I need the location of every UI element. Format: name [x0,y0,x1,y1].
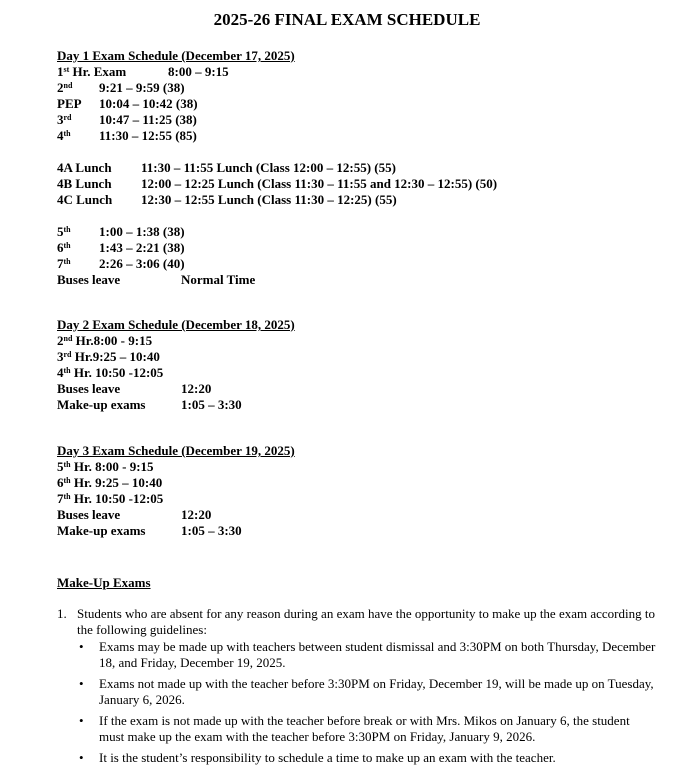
ordinal-suffix: rd [63,350,72,359]
ordinal-suffix: nd [63,81,73,90]
day2-heading: Day 2 Exam Schedule (December 18, 2025) [57,317,295,332]
buses-label: Buses leave [57,507,121,522]
ordinal-suffix: th [63,257,71,266]
period-label: 7 [57,256,64,271]
ordinal-suffix: th [63,476,71,485]
bullet-icon: • [79,639,84,654]
buses-value: 12:20 [181,381,212,396]
makeup-label: Make-up exams [57,523,146,538]
makeup-value: 1:05 – 3:30 [181,397,242,412]
bullet-text: If the exam is not made up with the teacher before break or with Mrs. Mikos on January 6, the student must make up the exam with the teacher before 3:30PM on Friday, January 9, 2026. [99,713,630,744]
lunch-time: 11:30 – 11:55 Lunch (Class 12:00 – 12:55) (55) [141,160,396,175]
list-item [77,750,657,766]
period-label: 7 [57,491,64,506]
ordinal-suffix: nd [63,334,73,343]
day1-heading: Day 1 Exam Schedule (December 17, 2025) [57,48,295,63]
period-label: 5 [57,224,64,239]
period-label: 6 [57,475,64,490]
ordinal-suffix: th [63,492,71,501]
period-label: 1 [57,64,64,79]
period-time: 1:43 – 2:21 (38) [99,240,185,255]
ordinal-suffix: th [63,241,71,250]
lunch-time: 12:00 – 12:25 Lunch (Class 11:30 – 11:55 and 12:30 – 12:55) (50) [141,176,498,191]
period-label: 3 [57,112,64,127]
period-time: Hr. 9:25 – 10:40 [70,475,163,490]
buses-value: 12:20 [181,507,212,522]
day1-row-2 [57,80,295,96]
period-label: 4 [57,128,64,143]
day2-row-2 [57,349,295,365]
period-label: 6 [57,240,64,255]
period-label: 2 [57,80,64,95]
list-item [77,676,657,708]
period-label: 5 [57,459,64,474]
day2-makeup-row [57,397,295,413]
makeup-heading: Make-Up Exams [57,575,151,590]
day1-row-4 [57,112,295,128]
ordinal-suffix: th [63,366,71,375]
period-time: Hr. 10:50 -12:05 [70,491,164,506]
day3-row-2 [57,475,295,491]
ordinal-suffix: st [63,65,70,74]
bullet-icon: • [79,750,84,765]
lunch-label: 4B Lunch [57,176,112,191]
day1-row-8 [57,256,295,272]
day1-row-3 [57,96,295,112]
period-label: 4 [57,365,64,380]
day2-section [57,317,295,413]
makeup-intro: Students who are absent for any reason during an exam have the opportunity to make up the exam according to the following guidelines: [77,606,655,637]
bullet-text: It is the student’s responsibility to schedule a time to make up an exam with the teacher. [99,750,556,765]
list-number: 1. [57,606,67,621]
makeup-label: Make-up exams [57,397,146,412]
page-title: 2025-26 FINAL EXAM SCHEDULE [213,10,481,29]
day2-buses-row [57,381,295,397]
day3-row-1 [57,459,295,475]
list-item [77,639,657,671]
ordinal-suffix: rd [63,113,72,122]
buses-label: Buses leave [57,381,121,396]
day1-buses-row [57,272,295,288]
period-label: 2 [57,333,64,348]
period-time: 10:04 – 10:42 (38) [99,96,198,111]
lunch-row-4c [57,192,397,208]
day1-row-7 [57,240,295,256]
day3-section [57,443,295,539]
period-time: Hr.8:00 - 9:15 [72,333,153,348]
bullet-icon: • [79,676,84,691]
day1-row-5 [57,128,295,144]
ordinal-suffix: th [63,129,71,138]
list-item [77,713,657,745]
day2-row-3 [57,365,295,381]
period-time: 8:00 – 9:15 [168,64,229,79]
lunch-row-4a [57,160,396,176]
period-time: 10:47 – 11:25 (38) [99,112,197,127]
day2-row-1 [57,333,295,349]
bullet-icon: • [79,713,84,728]
day3-heading: Day 3 Exam Schedule (December 19, 2025) [57,443,295,458]
period-time: 9:21 – 9:59 (38) [99,80,185,95]
period-time: 11:30 – 12:55 (85) [99,128,197,143]
period-label-tail: Hr. Exam [69,64,127,79]
period-time: Hr.9:25 – 10:40 [71,349,160,364]
period-time: 2:26 – 3:06 (40) [99,256,185,271]
period-time: Hr. 8:00 - 9:15 [70,459,154,474]
ordinal-suffix: th [63,460,71,469]
lunch-time: 12:30 – 12:55 Lunch (Class 11:30 – 12:25) (55) [141,192,397,207]
buses-label: Buses leave [57,272,121,287]
lunch-label: 4A Lunch [57,160,112,175]
day3-makeup-row [57,523,295,539]
lunch-label: 4C Lunch [57,192,113,207]
period-time: Hr. 10:50 -12:05 [70,365,164,380]
day1-section [57,48,498,288]
makeup-bullets [77,639,657,771]
day3-buses-row [57,507,295,523]
period-time: 1:00 – 1:38 (38) [99,224,185,239]
day3-row-3 [57,491,295,507]
bullet-text: Exams not made up with the teacher before 3:30PM on Friday, December 19, will be made up on Tuesday, January 6, 2026. [99,676,654,707]
day1-row-6 [57,224,295,240]
period-label: 3 [57,349,64,364]
ordinal-suffix: th [63,225,71,234]
lunch-row-4b [57,176,498,192]
period-label: PEP [57,96,82,111]
buses-value: Normal Time [181,272,256,287]
day1-row-1 [57,64,295,80]
bullet-text: Exams may be made up with teachers between student dismissal and 3:30PM on both Thursday, December 18, and Friday, December 19, 2025. [99,639,656,670]
makeup-value: 1:05 – 3:30 [181,523,242,538]
